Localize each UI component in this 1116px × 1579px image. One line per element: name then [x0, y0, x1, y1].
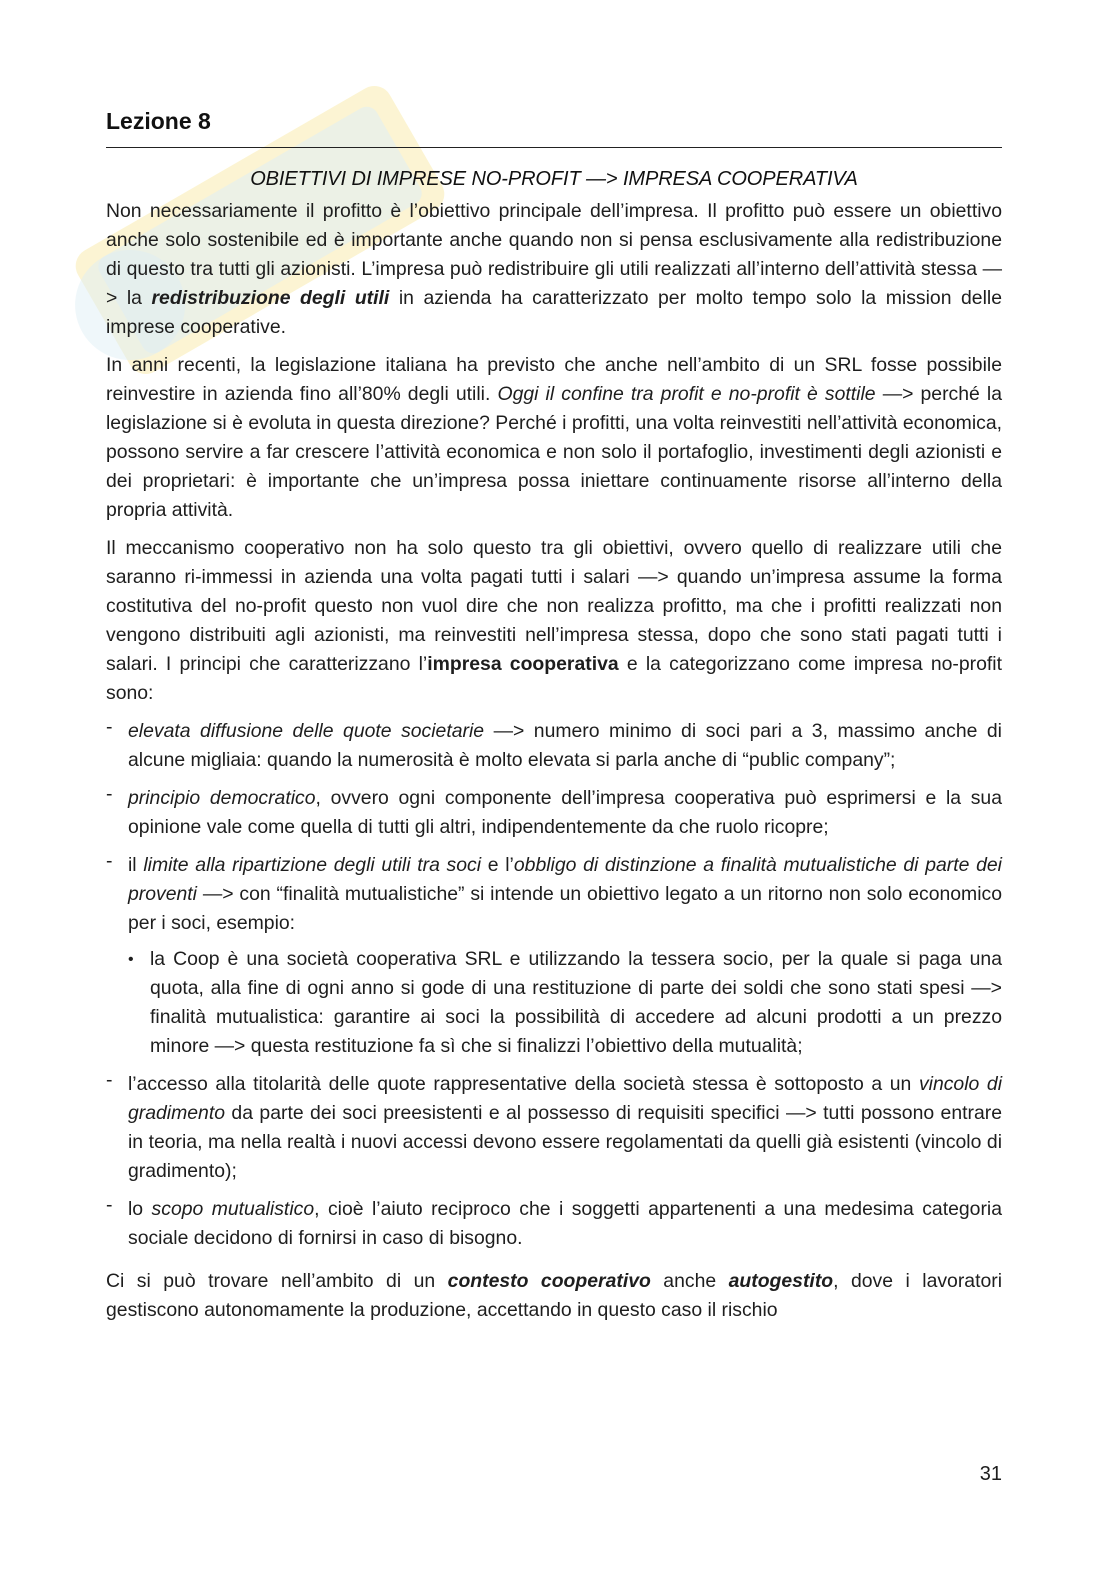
list-item: - lo scopo mutualistico, cioè l’aiuto reciproco che i soggetti appartenenti a una medesima categoria sociale decidono di fornirsi in caso di bisogno.	[106, 1195, 1002, 1253]
sub-list-item: • la Coop è una società cooperativa SRL e utilizzando la tessera socio, per la quale si paga una quota, alla fine di ogni anno si gode di una restituzione di parte dei soldi che sono stati spesi —> finalità mutualistica: garantire ai soci la possibilità di accedere ad alcuni prodotti a un prezzo minore —> questa restituzione fa sì che si finalizzi l’obiettivo della mutualità;	[128, 945, 1002, 1061]
section-title: OBIETTIVI DI IMPRESE NO-PROFIT —> IMPRESA COOPERATIVA	[250, 168, 858, 190]
paragraph-3: Il meccanismo cooperativo non ha solo questo tra gli obiettivi, ovvero quello di realizzare utili che saranno ri-immessi in azienda una volta pagati tutti i salari —> quando un’impresa assume la forma costitutiva del no-profit questo non vuol dire che non realizza profitto, ma che i profitti realizzati non vengono distribuiti agli azionisti, ma reinvestiti nell’impresa stessa, dopo che sono stati pagati tutti i salari. I principi che caratterizzano l’impresa cooperativa e la categorizzano come impresa no-profit sono:	[106, 537, 1002, 704]
emphasis-confine: Oggi il confine tra profit e no-profit è sottile	[497, 383, 876, 405]
list-item: - principio democratico, ovvero ogni componente dell’impresa cooperativa può esprimersi e la sua opinione vale come quella di tutti gli altri, indipendentemente da che ruolo ricopre;	[106, 784, 1002, 842]
paragraph-2: In anni recenti, la legislazione italiana ha previsto che anche nell’ambito di un SRL fosse possibile reinvestire in azienda fino all’80% degli utili. Oggi il confine tra profit e no-profit è sottile —> perché la legislazione si è evoluta in questa direzione? Perché i profitti, una volta reinvestiti nell’attività economica, possono servire a far crescere l’attività economica e non solo il portafoglio, investimenti degli azionisti e dei proprietari: è importante che un’impresa possa iniettare continuamente risorse all’interno della propria attività.	[106, 354, 1003, 521]
page-number: 31	[979, 1463, 1002, 1485]
closing-paragraph: Ci si può trovare nell’ambito di un contesto cooperativo anche autogestito, dove i lavoratori gestiscono autonomamente la produzione, accettando in questo caso il rischio	[106, 1270, 1003, 1321]
list-item: - l’accesso alla titolarità delle quote rappresentative della società stessa è sottoposto a un vincolo di gradimento da parte dei soci preesistenti e al possesso di requisiti specifici —> tutti possono entrare in teoria, ma nella realtà i nuovi accessi devono essere regolamentati da quelli già esistenti (vincolo di gradimento);	[106, 1070, 1002, 1186]
document-page	[106, 108, 1002, 1334]
sub-list	[128, 945, 1002, 1061]
lesson-title: Lezione 8	[106, 108, 1002, 148]
list-item: - il limite alla ripartizione degli utili tra soci e l’obbligo di distinzione a finalità mutualistiche di parte dei proventi —> con “finalità mutualistiche” si intende un obiettivo legato a un ritorno non solo economico per i soci, esempio: • la Coop è una società cooperativa SRL e utilizzando la tessera socio, per la quale si paga una quota, alla fine di ogni anno si gode di una restituzione di parte dei soldi che sono stati spesi —> finalità mutualistica: garantire ai soci la possibilità di accedere ad alcuni prodotti a un prezzo minore —> questa restituzione fa sì che si finalizzi l’obiettivo della mutualità;	[106, 851, 1002, 1061]
emphasis-impresa-cooperativa: impresa cooperativa	[427, 653, 619, 675]
list-item: - elevata diffusione delle quote societarie —> numero minimo di soci pari a 3, massimo anche di alcune migliaia: quando la numerosità è molto elevata si parla anche di “public company”;	[106, 717, 1002, 775]
emphasis-redistribuzione: redistribuzione degli utili	[151, 287, 390, 309]
principles-list	[106, 717, 1002, 1253]
paragraph-1: Non necessariamente il profitto è l’obiettivo principale dell’impresa. Il profitto può essere un obiettivo anche solo sostenibile ed è importante anche quando non si pensa esclusivamente alla redistribuzione di questo tra tutti gli azionisti. L’impresa può redistribuire gli utili realizzati all’interno dell’attività stessa —> la redistribuzione degli utili in azienda ha caratterizzato per molto tempo solo la mission delle imprese cooperative.	[106, 200, 1002, 338]
